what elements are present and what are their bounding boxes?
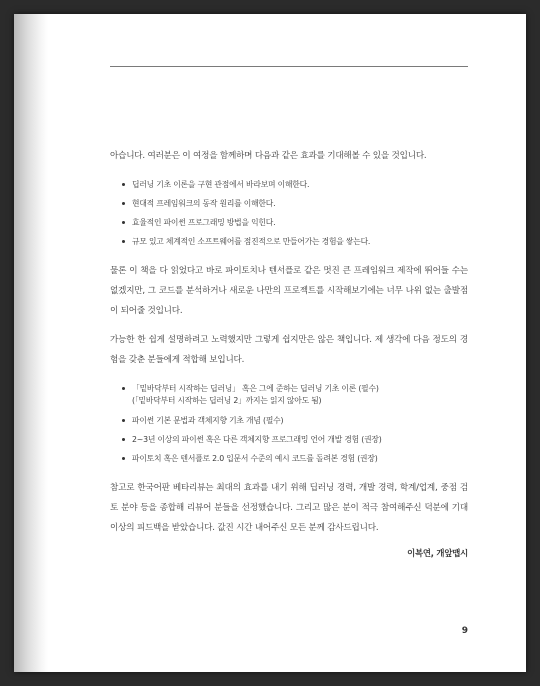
bullet-icon (122, 183, 125, 186)
paragraph-starting-point: 물론 이 책을 다 읽었다고 바로 파이토치나 텐서플로 같은 멋진 큰 프레임워크 제작에 뛰어들 수는 없겠지만, 그 코드를 분석하거나 새로운 나만의 프로젝트를 시작해보기에는 너무 나위 없는 출발점이 되어줄 것입니다. (110, 266, 468, 316)
list-item: 현대적 프레임워크의 동작 원리를 이해한다. (122, 194, 468, 213)
paragraph-beta-review: 참고로 한국어판 베타리뷰는 최대의 효과를 내기 위해 딥러닝 경력, 개발 경력, 학계/업계, 중점 검토 분야 등을 종합해 리뷰어 분들을 선정했습니다. 그리고 많은 분이 적극 참여해주신 덕분에 기대 이상의 피드백을 받았습니다. 값진 시간 내어주신 모든 분께 감사드립니다. (110, 483, 468, 533)
page-number: 9 (461, 626, 468, 636)
paragraph-intro: 아습니다. 여러분은 이 여정을 함께하며 다음과 같은 효과를 기대해볼 수 있을 것입니다. (110, 151, 427, 161)
expected-effects-list (110, 175, 468, 251)
bullet-icon (122, 387, 125, 390)
header-rule (110, 66, 468, 67)
list-item: 파이토치 혹은 텐서플로 2.0 입문서 수준의 예시 코드를 돌려본 경험 (권장) (122, 449, 468, 468)
bullet-icon (122, 221, 125, 224)
list-item: 2~3년 이상의 파이썬 혹은 다른 객체지향 프로그래밍 언어 개발 경험 (권장) (122, 430, 468, 449)
page-body (110, 146, 468, 559)
bullet-icon (122, 202, 125, 205)
prerequisites-list (110, 379, 468, 468)
binding-shadow (14, 14, 48, 672)
translator-signature: 이복연, 개앞맵시 (407, 548, 468, 558)
book-page (14, 14, 526, 672)
bullet-icon (122, 438, 125, 441)
bullet-icon (122, 457, 125, 460)
list-item: 딥러닝 기초 이론을 구현 관점에서 바라보며 이해한다. (122, 175, 468, 194)
bullet-icon (122, 419, 125, 422)
list-item: 효율적인 파이썬 프로그래밍 방법을 익힌다. (122, 213, 468, 232)
paragraph-audience: 가능한 한 쉽게 설명하려고 노력했지만 그렇게 쉽지만은 않은 책입니다. 제 생각에 다음 정도의 경험을 갖춘 분들에게 적합해 보입니다. (110, 335, 468, 365)
list-item: 「밑바닥부터 시작하는 딥러닝」 혹은 그에 준하는 딥러닝 기초 이론 (필수) (「밑바닥부터 시작하는 딥러닝 2」까지는 읽지 않아도 됨) (122, 379, 468, 407)
list-item: 파이썬 기본 문법과 객체지향 기초 개념 (필수) (122, 411, 468, 430)
bullet-icon (122, 240, 125, 243)
list-item: 규모 있고 체계적인 소프트웨어를 점진적으로 만들어가는 경험을 쌓는다. (122, 232, 468, 251)
